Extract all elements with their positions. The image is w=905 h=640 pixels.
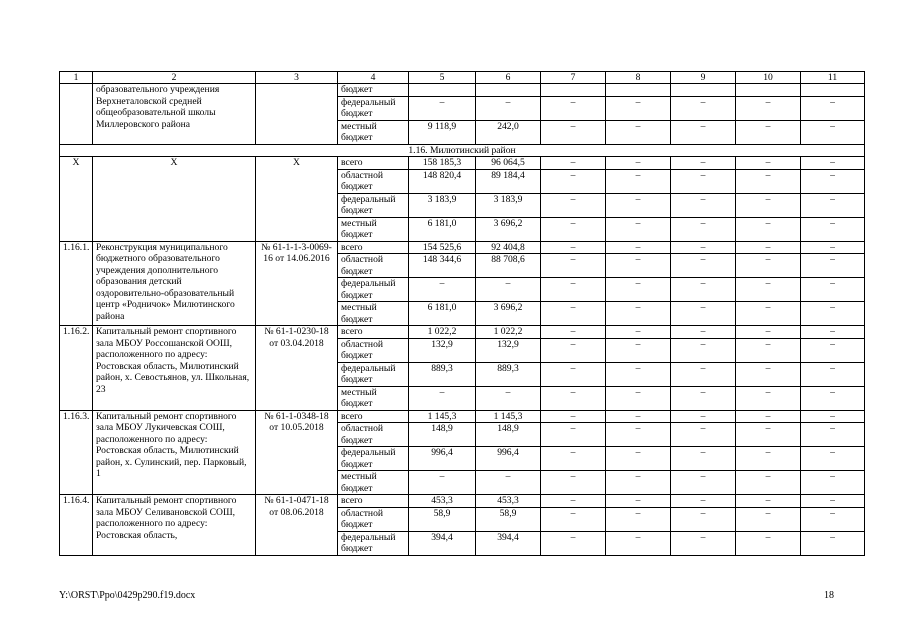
row-number <box>60 84 93 145</box>
budget-type: областной бюджет <box>338 507 409 531</box>
budget-type: областной бюджет <box>338 338 409 362</box>
value-col-8: – <box>606 96 671 120</box>
project-doc: № 61-1-0348-18 от 10.05.2018 <box>256 410 338 495</box>
value-col-7: – <box>541 157 606 170</box>
section-row <box>60 144 865 157</box>
value-col-11: – <box>801 507 865 531</box>
value-col-10: – <box>736 531 801 555</box>
row-number: 1.16.1. <box>60 241 93 326</box>
object-name: Капитальный ремонт спортивного зала МБОУ Россошанской ООШ, расположенного по адресу: Ростовская область, Милютинский район, х. Севостьянов, ул. Школьная, 23 <box>93 326 256 411</box>
column-number-3: 3 <box>256 72 338 84</box>
budget-type: федеральный бюджет <box>338 362 409 386</box>
value-col-7: – <box>541 169 606 193</box>
value-col-9: – <box>671 423 736 447</box>
value-col-10: – <box>736 410 801 423</box>
value-col-7: – <box>541 531 606 555</box>
value-col-9: – <box>671 302 736 326</box>
value-col-11: – <box>801 326 865 339</box>
object-name: образовательного учреждения Верхнеталовской средней общеобразовательной школы Миллеровского района <box>93 84 256 145</box>
value-col-7: – <box>541 217 606 241</box>
value-col-7: – <box>541 362 606 386</box>
value-col-10: – <box>736 254 801 278</box>
value-col-5: 158 185,3 <box>409 157 476 170</box>
value-col-7: – <box>541 447 606 471</box>
budget-type: всего <box>338 326 409 339</box>
value-col-8: – <box>606 423 671 447</box>
value-col-6: 58,9 <box>476 507 541 531</box>
value-col-8: – <box>606 254 671 278</box>
value-col-11: – <box>801 362 865 386</box>
value-col-9 <box>671 84 736 97</box>
value-col-7: – <box>541 423 606 447</box>
value-col-8: – <box>606 326 671 339</box>
value-col-9: – <box>671 120 736 144</box>
value-col-9: – <box>671 495 736 508</box>
value-col-5: – <box>409 96 476 120</box>
value-col-5: 1 145,3 <box>409 410 476 423</box>
value-col-7: – <box>541 302 606 326</box>
value-col-7: – <box>541 507 606 531</box>
budget-type: федеральный бюджет <box>338 447 409 471</box>
value-col-6: 3 696,2 <box>476 217 541 241</box>
budget-type: всего <box>338 241 409 254</box>
value-col-8: – <box>606 157 671 170</box>
value-col-5: 394,4 <box>409 531 476 555</box>
value-col-6: 3 183,9 <box>476 193 541 217</box>
value-col-9: – <box>671 471 736 495</box>
header-row <box>60 72 865 84</box>
value-col-9: – <box>671 217 736 241</box>
value-col-10: – <box>736 495 801 508</box>
value-col-8: – <box>606 386 671 410</box>
value-col-8: – <box>606 338 671 362</box>
value-col-8: – <box>606 302 671 326</box>
value-col-6: – <box>476 386 541 410</box>
value-col-8: – <box>606 362 671 386</box>
row-number: 1.16.2. <box>60 326 93 411</box>
value-col-9: – <box>671 193 736 217</box>
column-number-6: 6 <box>476 72 541 84</box>
value-col-10: – <box>736 169 801 193</box>
value-col-9: – <box>671 410 736 423</box>
project-doc <box>256 84 338 145</box>
project-doc: № 61-1-1-3-0069-16 от 14.06.2016 <box>256 241 338 326</box>
column-number-9: 9 <box>671 72 736 84</box>
object-name: X <box>93 157 256 242</box>
value-col-8: – <box>606 120 671 144</box>
value-col-7: – <box>541 326 606 339</box>
value-col-6 <box>476 84 541 97</box>
value-col-7: – <box>541 410 606 423</box>
value-col-5: 996,4 <box>409 447 476 471</box>
value-col-9: – <box>671 169 736 193</box>
budget-table <box>59 71 865 556</box>
value-col-6: – <box>476 471 541 495</box>
value-col-11 <box>801 84 865 97</box>
value-col-11: – <box>801 241 865 254</box>
value-col-7 <box>541 84 606 97</box>
value-col-7: – <box>541 386 606 410</box>
value-col-6: 996,4 <box>476 447 541 471</box>
value-col-8: – <box>606 217 671 241</box>
value-col-10: – <box>736 326 801 339</box>
object-name: Капитальный ремонт спортивного зала МБОУ Селивановской СОШ, расположенного по адресу: Ростовская область, <box>93 495 256 556</box>
budget-type: местный бюджет <box>338 120 409 144</box>
value-col-6: 1 145,3 <box>476 410 541 423</box>
value-col-11: – <box>801 302 865 326</box>
value-col-8: – <box>606 169 671 193</box>
value-col-7: – <box>541 254 606 278</box>
value-col-7: – <box>541 193 606 217</box>
value-col-11: – <box>801 495 865 508</box>
budget-type: федеральный бюджет <box>338 531 409 555</box>
value-col-5: 148,9 <box>409 423 476 447</box>
row-number: X <box>60 157 93 242</box>
value-col-5: – <box>409 471 476 495</box>
value-col-7: – <box>541 278 606 302</box>
value-col-6: 453,3 <box>476 495 541 508</box>
value-col-8 <box>606 84 671 97</box>
value-col-10: – <box>736 278 801 302</box>
row-number: 1.16.3. <box>60 410 93 495</box>
value-col-6: 889,3 <box>476 362 541 386</box>
budget-type: местный бюджет <box>338 302 409 326</box>
value-col-7: – <box>541 471 606 495</box>
budget-type: областной бюджет <box>338 169 409 193</box>
section-title: 1.16. Милютинский район <box>60 144 865 157</box>
value-col-9: – <box>671 386 736 410</box>
budget-type: федеральный бюджет <box>338 96 409 120</box>
value-col-11: – <box>801 338 865 362</box>
column-number-11: 11 <box>801 72 865 84</box>
column-number-7: 7 <box>541 72 606 84</box>
value-col-8: – <box>606 278 671 302</box>
value-col-11: – <box>801 471 865 495</box>
value-col-5: 148 344,6 <box>409 254 476 278</box>
value-col-10: – <box>736 362 801 386</box>
value-col-10: – <box>736 96 801 120</box>
project-doc: X <box>256 157 338 242</box>
value-col-10: – <box>736 338 801 362</box>
value-col-11: – <box>801 386 865 410</box>
value-col-5: 6 181,0 <box>409 217 476 241</box>
value-col-6: 1 022,2 <box>476 326 541 339</box>
table-row <box>60 157 865 170</box>
value-col-8: – <box>606 495 671 508</box>
value-col-9: – <box>671 362 736 386</box>
value-col-6: 148,9 <box>476 423 541 447</box>
value-col-10: – <box>736 120 801 144</box>
value-col-5: 9 118,9 <box>409 120 476 144</box>
value-col-6: 89 184,4 <box>476 169 541 193</box>
column-number-5: 5 <box>409 72 476 84</box>
value-col-8: – <box>606 471 671 495</box>
value-col-9: – <box>671 447 736 471</box>
value-col-5: 3 183,9 <box>409 193 476 217</box>
value-col-8: – <box>606 531 671 555</box>
value-col-6: 3 696,2 <box>476 302 541 326</box>
table-row <box>60 241 865 254</box>
object-name: Реконструкция муниципального бюджетного образовательного учреждения дополнительного образования детский оздоровительно-образовательный центр «Родничок» Милютинского района <box>93 241 256 326</box>
value-col-5: 889,3 <box>409 362 476 386</box>
value-col-9: – <box>671 326 736 339</box>
value-col-6: – <box>476 278 541 302</box>
column-number-4: 4 <box>338 72 409 84</box>
value-col-6: 394,4 <box>476 531 541 555</box>
row-number: 1.16.4. <box>60 495 93 556</box>
value-col-9: – <box>671 338 736 362</box>
value-col-7: – <box>541 241 606 254</box>
value-col-8: – <box>606 410 671 423</box>
value-col-5: – <box>409 386 476 410</box>
budget-type: всего <box>338 157 409 170</box>
value-col-5: – <box>409 278 476 302</box>
value-col-11: – <box>801 217 865 241</box>
value-col-11: – <box>801 278 865 302</box>
value-col-5: 132,9 <box>409 338 476 362</box>
column-number-2: 2 <box>93 72 256 84</box>
value-col-5: 154 525,6 <box>409 241 476 254</box>
value-col-11: – <box>801 120 865 144</box>
value-col-6: 242,0 <box>476 120 541 144</box>
column-number-8: 8 <box>606 72 671 84</box>
table-row <box>60 410 865 423</box>
value-col-11: – <box>801 254 865 278</box>
column-number-10: 10 <box>736 72 801 84</box>
table-row <box>60 84 865 97</box>
value-col-9: – <box>671 241 736 254</box>
value-col-9: – <box>671 157 736 170</box>
value-col-9: – <box>671 531 736 555</box>
value-col-5: 6 181,0 <box>409 302 476 326</box>
value-col-5: 453,3 <box>409 495 476 508</box>
value-col-11: – <box>801 96 865 120</box>
value-col-10: – <box>736 507 801 531</box>
value-col-11: – <box>801 169 865 193</box>
budget-type: местный бюджет <box>338 471 409 495</box>
value-col-10: – <box>736 241 801 254</box>
column-number-1: 1 <box>60 72 93 84</box>
value-col-7: – <box>541 495 606 508</box>
value-col-11: – <box>801 423 865 447</box>
page-number: 18 <box>824 590 834 601</box>
budget-type: местный бюджет <box>338 386 409 410</box>
value-col-10: – <box>736 386 801 410</box>
budget-type: бюджет <box>338 84 409 97</box>
value-col-10: – <box>736 302 801 326</box>
value-col-11: – <box>801 410 865 423</box>
file-path: Y:\ORST\Ppo\0429p290.f19.docx <box>59 590 196 601</box>
value-col-10: – <box>736 447 801 471</box>
value-col-8: – <box>606 507 671 531</box>
value-col-8: – <box>606 193 671 217</box>
value-col-6: 132,9 <box>476 338 541 362</box>
budget-type: областной бюджет <box>338 423 409 447</box>
value-col-10: – <box>736 157 801 170</box>
value-col-5: 1 022,2 <box>409 326 476 339</box>
budget-type: федеральный бюджет <box>338 278 409 302</box>
value-col-6: – <box>476 96 541 120</box>
value-col-9: – <box>671 96 736 120</box>
value-col-5: 148 820,4 <box>409 169 476 193</box>
value-col-10: – <box>736 193 801 217</box>
value-col-10: – <box>736 471 801 495</box>
value-col-9: – <box>671 507 736 531</box>
value-col-6: 92 404,8 <box>476 241 541 254</box>
value-col-11: – <box>801 531 865 555</box>
value-col-6: 88 708,6 <box>476 254 541 278</box>
budget-type: всего <box>338 495 409 508</box>
value-col-8: – <box>606 447 671 471</box>
budget-type: всего <box>338 410 409 423</box>
value-col-9: – <box>671 278 736 302</box>
value-col-6: 96 064,5 <box>476 157 541 170</box>
budget-type: областной бюджет <box>338 254 409 278</box>
project-doc: № 61-1-0230-18 от 03.04.2018 <box>256 326 338 411</box>
value-col-11: – <box>801 157 865 170</box>
value-col-11: – <box>801 193 865 217</box>
value-col-7: – <box>541 96 606 120</box>
value-col-9: – <box>671 254 736 278</box>
value-col-10 <box>736 84 801 97</box>
budget-type: местный бюджет <box>338 217 409 241</box>
object-name: Капитальный ремонт спортивного зала МБОУ Лукичевская СОШ, расположенного по адресу: Ростовская область, Милютинский район, х. Сулинский, пер. Парковый, 1 <box>93 410 256 495</box>
budget-type: федеральный бюджет <box>338 193 409 217</box>
value-col-11: – <box>801 447 865 471</box>
value-col-7: – <box>541 120 606 144</box>
value-col-5 <box>409 84 476 97</box>
project-doc: № 61-1-0471-18 от 08.06.2018 <box>256 495 338 556</box>
table-row <box>60 326 865 339</box>
value-col-7: – <box>541 338 606 362</box>
value-col-10: – <box>736 423 801 447</box>
value-col-10: – <box>736 217 801 241</box>
value-col-8: – <box>606 241 671 254</box>
value-col-5: 58,9 <box>409 507 476 531</box>
table-row <box>60 495 865 508</box>
